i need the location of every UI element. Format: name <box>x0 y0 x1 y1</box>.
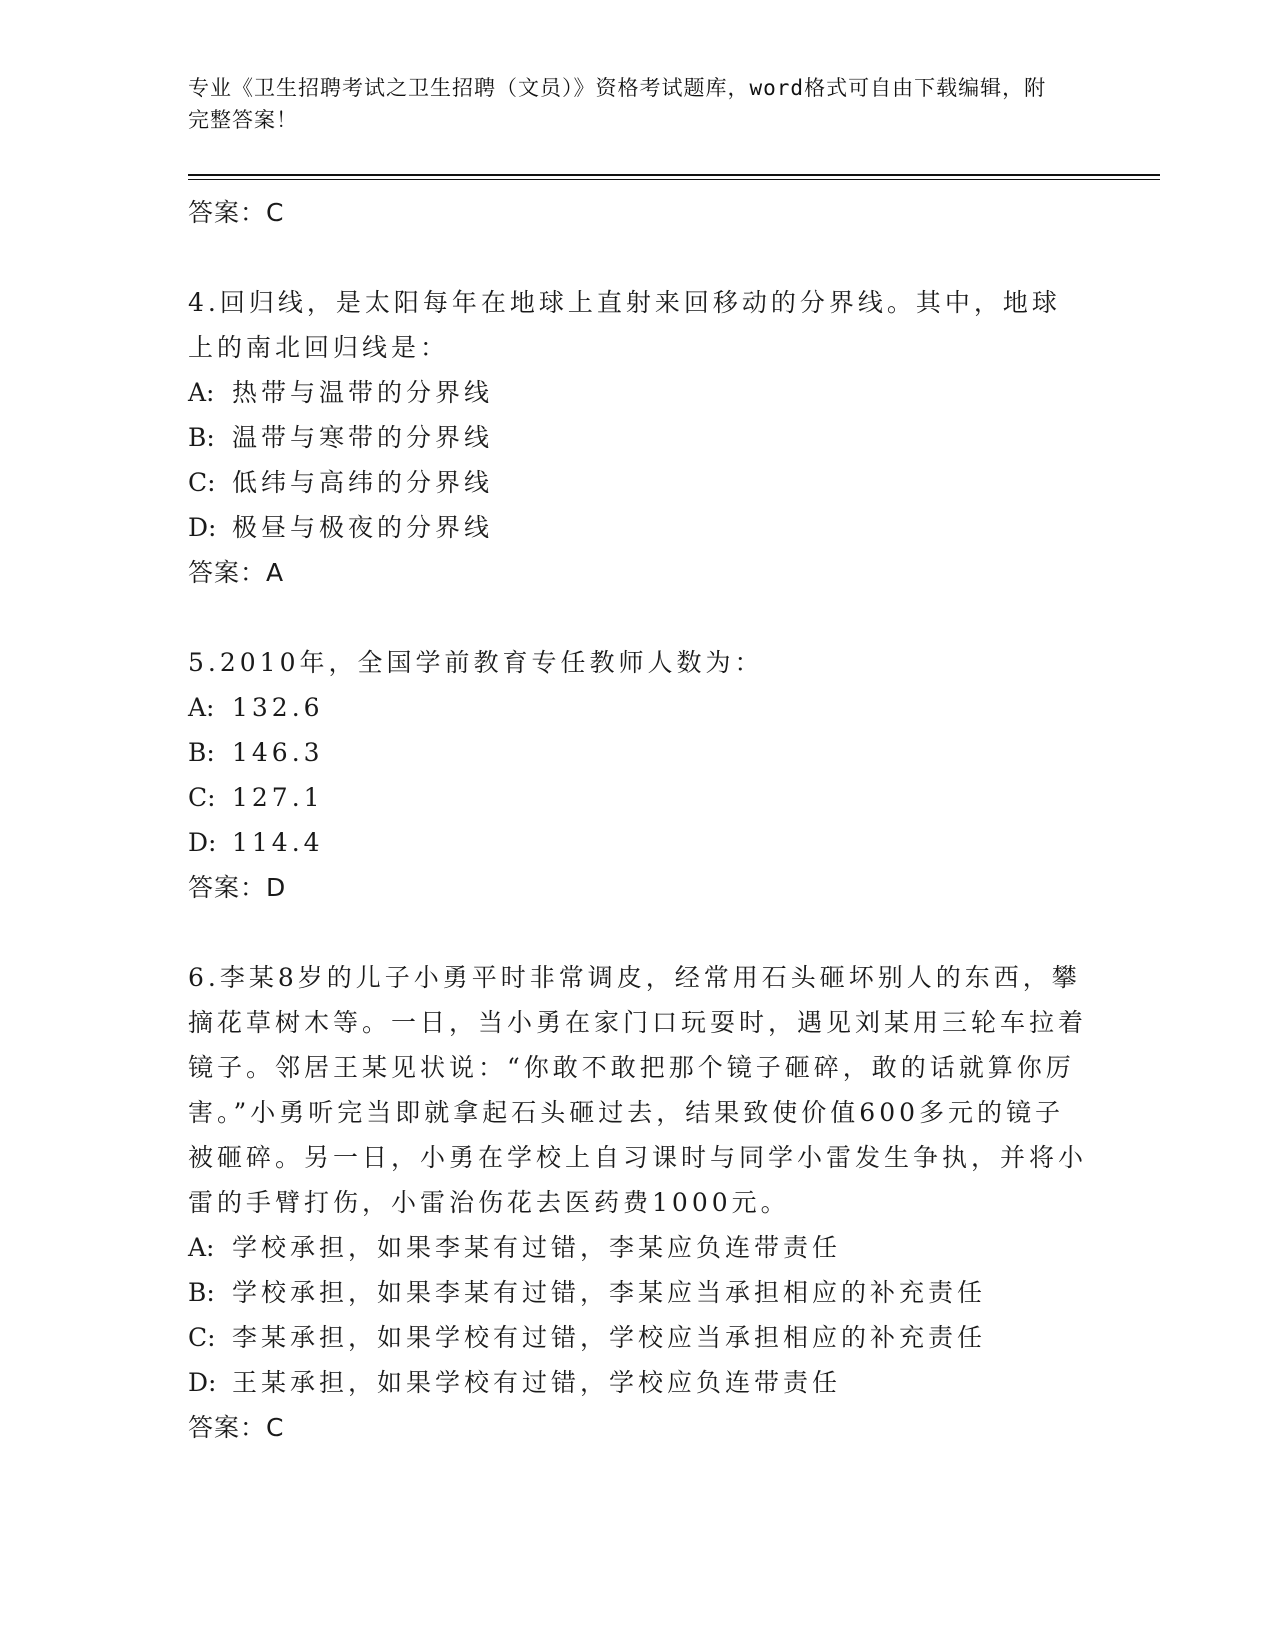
option-a <box>188 1225 1088 1270</box>
answer-line: 答案：D <box>188 873 287 902</box>
option-label: B: <box>188 738 215 767</box>
option-b <box>188 730 1088 775</box>
page-header: 专业《卫生招聘考试之卫生招聘（文员）》资格考试题库，word格式可自由下载编辑，附完整答案！ <box>188 76 1047 132</box>
option-c <box>188 1315 1088 1360</box>
option-text: 热带与温带的分界线 <box>232 378 494 407</box>
question-stem: 4.回归线，是太阳每年在地球上直射来回移动的分界线。其中，地球上的南北回归线是： <box>188 288 1061 362</box>
option-text: 132.6 <box>232 693 324 722</box>
answer-line: 答案：C <box>188 1413 285 1442</box>
option-text: 极昼与极夜的分界线 <box>232 513 494 542</box>
question-4 <box>188 280 1088 596</box>
option-text: 114.4 <box>232 828 324 857</box>
answer-line: 答案：C <box>188 198 285 227</box>
option-text: 学校承担，如果李某有过错，李某应当承担相应的补充责任 <box>232 1278 987 1307</box>
option-text: 李某承担，如果学校有过错，学校应当承担相应的补充责任 <box>232 1323 987 1352</box>
question-stem: 6.李某8岁的儿子小勇平时非常调皮，经常用石头砸坏别人的东西，攀摘花草树木等。一日，当小勇在家门口玩耍时，遇见刘某用三轮车拉着镜子。邻居王某见状说：“你敢不敢把那个镜子砸碎，敢的话就算你厉害。”小勇听完当即就拿起石头砸过去，结果致使价值600多元的镜子被砸碎。另一日，小勇在学校上自习课时与同学小雷发生争执，并将小雷的手臂打伤，小雷治伤花去医药费1000元。 <box>188 963 1088 1217</box>
option-a <box>188 685 1088 730</box>
header-divider <box>188 174 1160 180</box>
option-label: B: <box>188 423 215 452</box>
option-d <box>188 820 1088 865</box>
answer-line: 答案：A <box>188 558 285 587</box>
question-content <box>188 190 1088 1451</box>
option-label: C: <box>188 783 216 812</box>
option-label: C: <box>188 1323 216 1352</box>
option-text: 146.3 <box>232 738 324 767</box>
option-label: D: <box>188 1368 217 1397</box>
question-6 <box>188 955 1088 1451</box>
option-label: D: <box>188 828 217 857</box>
option-text: 低纬与高纬的分界线 <box>232 468 494 497</box>
option-text: 127.1 <box>232 783 324 812</box>
option-d <box>188 505 1088 550</box>
option-a <box>188 370 1088 415</box>
question-stem: 5.2010年，全国学前教育专任教师人数为： <box>188 648 764 677</box>
option-label: D: <box>188 513 217 542</box>
option-d <box>188 1360 1088 1405</box>
option-label: A: <box>188 1233 215 1262</box>
option-label: A: <box>188 378 215 407</box>
option-text: 王某承担，如果学校有过错，学校应负连带责任 <box>232 1368 842 1397</box>
option-c <box>188 460 1088 505</box>
option-label: C: <box>188 468 216 497</box>
option-text: 温带与寒带的分界线 <box>232 423 494 452</box>
option-label: B: <box>188 1278 215 1307</box>
question-5 <box>188 640 1088 911</box>
option-b <box>188 1270 1088 1315</box>
option-label: A: <box>188 693 215 722</box>
option-c <box>188 775 1088 820</box>
option-text: 学校承担，如果李某有过错，李某应负连带责任 <box>232 1233 842 1262</box>
option-b <box>188 415 1088 460</box>
